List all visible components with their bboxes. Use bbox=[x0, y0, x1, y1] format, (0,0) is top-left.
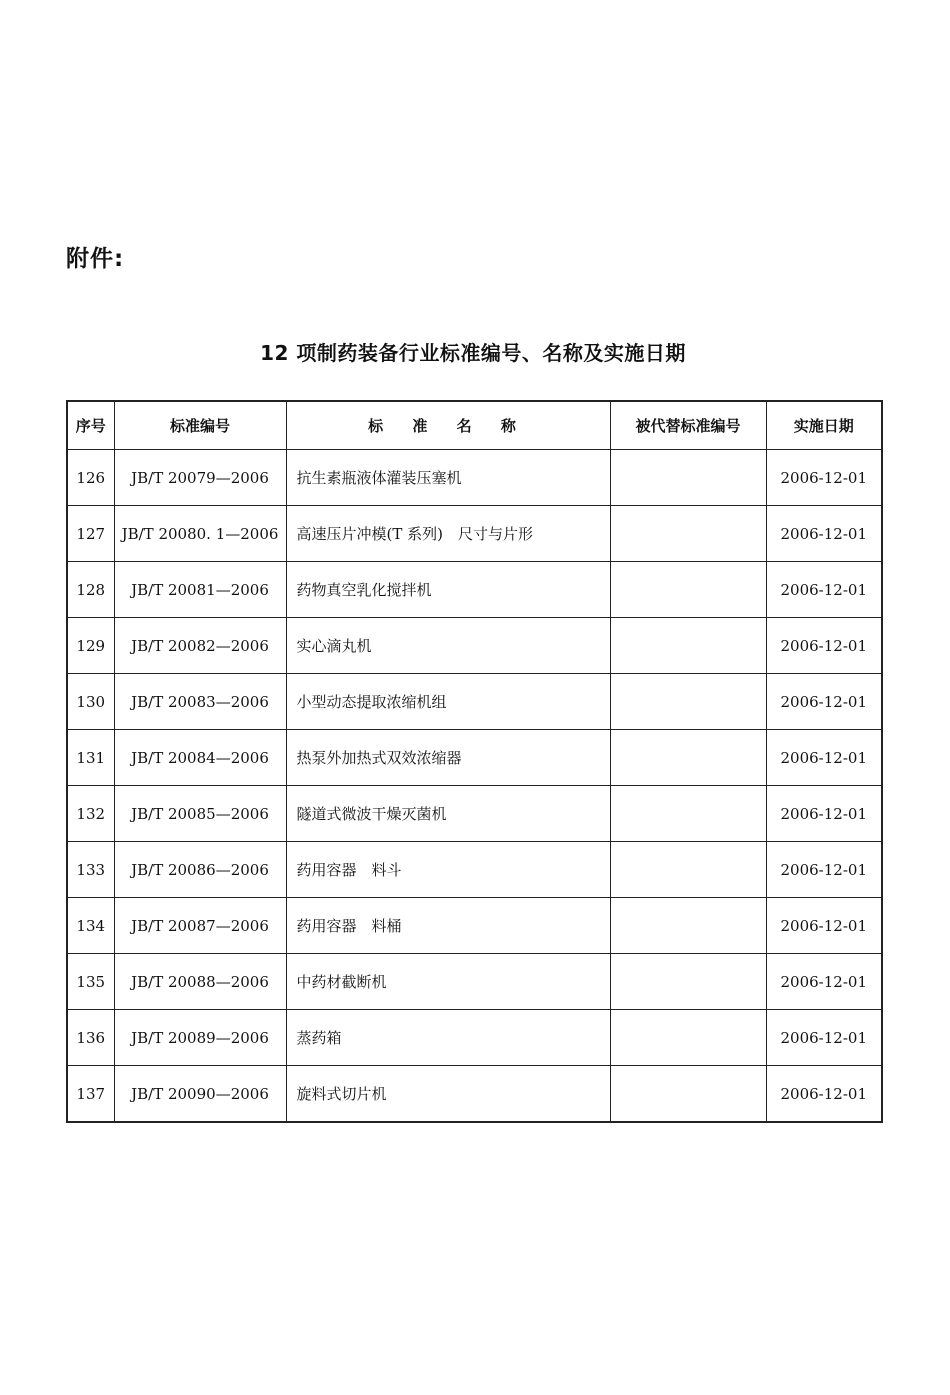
standard-name-cell: 隧道式微波干燥灭菌机 bbox=[286, 786, 610, 842]
effective-date-cell: 2006-12-01 bbox=[766, 786, 882, 842]
replaced-standard-cell bbox=[610, 618, 766, 674]
effective-date-cell: 2006-12-01 bbox=[766, 1010, 882, 1066]
standard-name-cell: 药物真空乳化搅拌机 bbox=[286, 562, 610, 618]
replaced-standard-cell bbox=[610, 450, 766, 506]
serial-number-cell: 126 bbox=[67, 450, 114, 506]
standard-name-cell: 小型动态提取浓缩机组 bbox=[286, 674, 610, 730]
replaced-standard-cell bbox=[610, 562, 766, 618]
table-row bbox=[67, 954, 882, 1010]
standard-name-cell: 实心滴丸机 bbox=[286, 618, 610, 674]
standard-code-cell: JB/T 20086—2006 bbox=[114, 842, 286, 898]
standard-name-cell: 蒸药箱 bbox=[286, 1010, 610, 1066]
replaced-standard-cell bbox=[610, 842, 766, 898]
serial-number-cell: 127 bbox=[67, 506, 114, 562]
effective-date-cell: 2006-12-01 bbox=[766, 674, 882, 730]
effective-date-cell: 2006-12-01 bbox=[766, 562, 882, 618]
standard-name-cell: 旋料式切片机 bbox=[286, 1066, 610, 1123]
serial-number-cell: 133 bbox=[67, 842, 114, 898]
table-row bbox=[67, 450, 882, 506]
standard-name-cell: 高速压片冲模(T 系列) 尺寸与片形 bbox=[286, 506, 610, 562]
table-row bbox=[67, 730, 882, 786]
replaced-standard-cell bbox=[610, 954, 766, 1010]
table-row bbox=[67, 618, 882, 674]
serial-number-cell: 134 bbox=[67, 898, 114, 954]
standard-code-cell: JB/T 20087—2006 bbox=[114, 898, 286, 954]
replaced-standard-cell bbox=[610, 898, 766, 954]
serial-number-cell: 129 bbox=[67, 618, 114, 674]
standard-code-cell: JB/T 20085—2006 bbox=[114, 786, 286, 842]
standard-code-cell: JB/T 20079—2006 bbox=[114, 450, 286, 506]
replaced-standard-cell bbox=[610, 1066, 766, 1123]
serial-number-cell: 130 bbox=[67, 674, 114, 730]
effective-date-cell: 2006-12-01 bbox=[766, 954, 882, 1010]
standard-code-cell: JB/T 20082—2006 bbox=[114, 618, 286, 674]
table-row bbox=[67, 842, 882, 898]
table-row bbox=[67, 562, 882, 618]
serial-number-cell: 135 bbox=[67, 954, 114, 1010]
effective-date-cell: 2006-12-01 bbox=[766, 618, 882, 674]
effective-date-cell: 2006-12-01 bbox=[766, 898, 882, 954]
standard-name-cell: 药用容器 料桶 bbox=[286, 898, 610, 954]
standards-table bbox=[66, 400, 883, 1123]
effective-date-cell: 2006-12-01 bbox=[766, 1066, 882, 1123]
table-row bbox=[67, 1010, 882, 1066]
replaced-standard-cell bbox=[610, 786, 766, 842]
standard-name-cell: 药用容器 料斗 bbox=[286, 842, 610, 898]
header-effective-date: 实施日期 bbox=[766, 401, 882, 450]
table-row bbox=[67, 786, 882, 842]
serial-number-cell: 136 bbox=[67, 1010, 114, 1066]
standard-name-cell: 抗生素瓶液体灌装压塞机 bbox=[286, 450, 610, 506]
table-row bbox=[67, 1066, 882, 1123]
effective-date-cell: 2006-12-01 bbox=[766, 842, 882, 898]
serial-number-cell: 137 bbox=[67, 1066, 114, 1123]
effective-date-cell: 2006-12-01 bbox=[766, 506, 882, 562]
standard-code-cell: JB/T 20088—2006 bbox=[114, 954, 286, 1010]
header-serial-number: 序号 bbox=[67, 401, 114, 450]
standard-code-cell: JB/T 20084—2006 bbox=[114, 730, 286, 786]
standard-name-cell: 中药材截断机 bbox=[286, 954, 610, 1010]
header-standard-code: 标准编号 bbox=[114, 401, 286, 450]
effective-date-cell: 2006-12-01 bbox=[766, 730, 882, 786]
standard-code-cell: JB/T 20089—2006 bbox=[114, 1010, 286, 1066]
attachment-label: 附件: bbox=[66, 246, 125, 272]
standard-code-cell: JB/T 20090—2006 bbox=[114, 1066, 286, 1123]
replaced-standard-cell bbox=[610, 674, 766, 730]
header-standard-name: 标 准 名 称 bbox=[286, 401, 610, 450]
effective-date-cell: 2006-12-01 bbox=[766, 450, 882, 506]
replaced-standard-cell bbox=[610, 1010, 766, 1066]
standard-code-cell: JB/T 20081—2006 bbox=[114, 562, 286, 618]
standard-code-cell: JB/T 20080. 1—2006 bbox=[114, 506, 286, 562]
table-row bbox=[67, 506, 882, 562]
table-header-row bbox=[67, 401, 882, 450]
replaced-standard-cell bbox=[610, 730, 766, 786]
document-title: 12 项制药装备行业标准编号、名称及实施日期 bbox=[260, 341, 686, 365]
table-body bbox=[67, 450, 882, 1123]
standard-name-cell: 热泵外加热式双效浓缩器 bbox=[286, 730, 610, 786]
header-replaced-standard: 被代替标准编号 bbox=[610, 401, 766, 450]
serial-number-cell: 132 bbox=[67, 786, 114, 842]
replaced-standard-cell bbox=[610, 506, 766, 562]
serial-number-cell: 131 bbox=[67, 730, 114, 786]
standard-code-cell: JB/T 20083—2006 bbox=[114, 674, 286, 730]
table-row bbox=[67, 898, 882, 954]
table-row bbox=[67, 674, 882, 730]
serial-number-cell: 128 bbox=[67, 562, 114, 618]
